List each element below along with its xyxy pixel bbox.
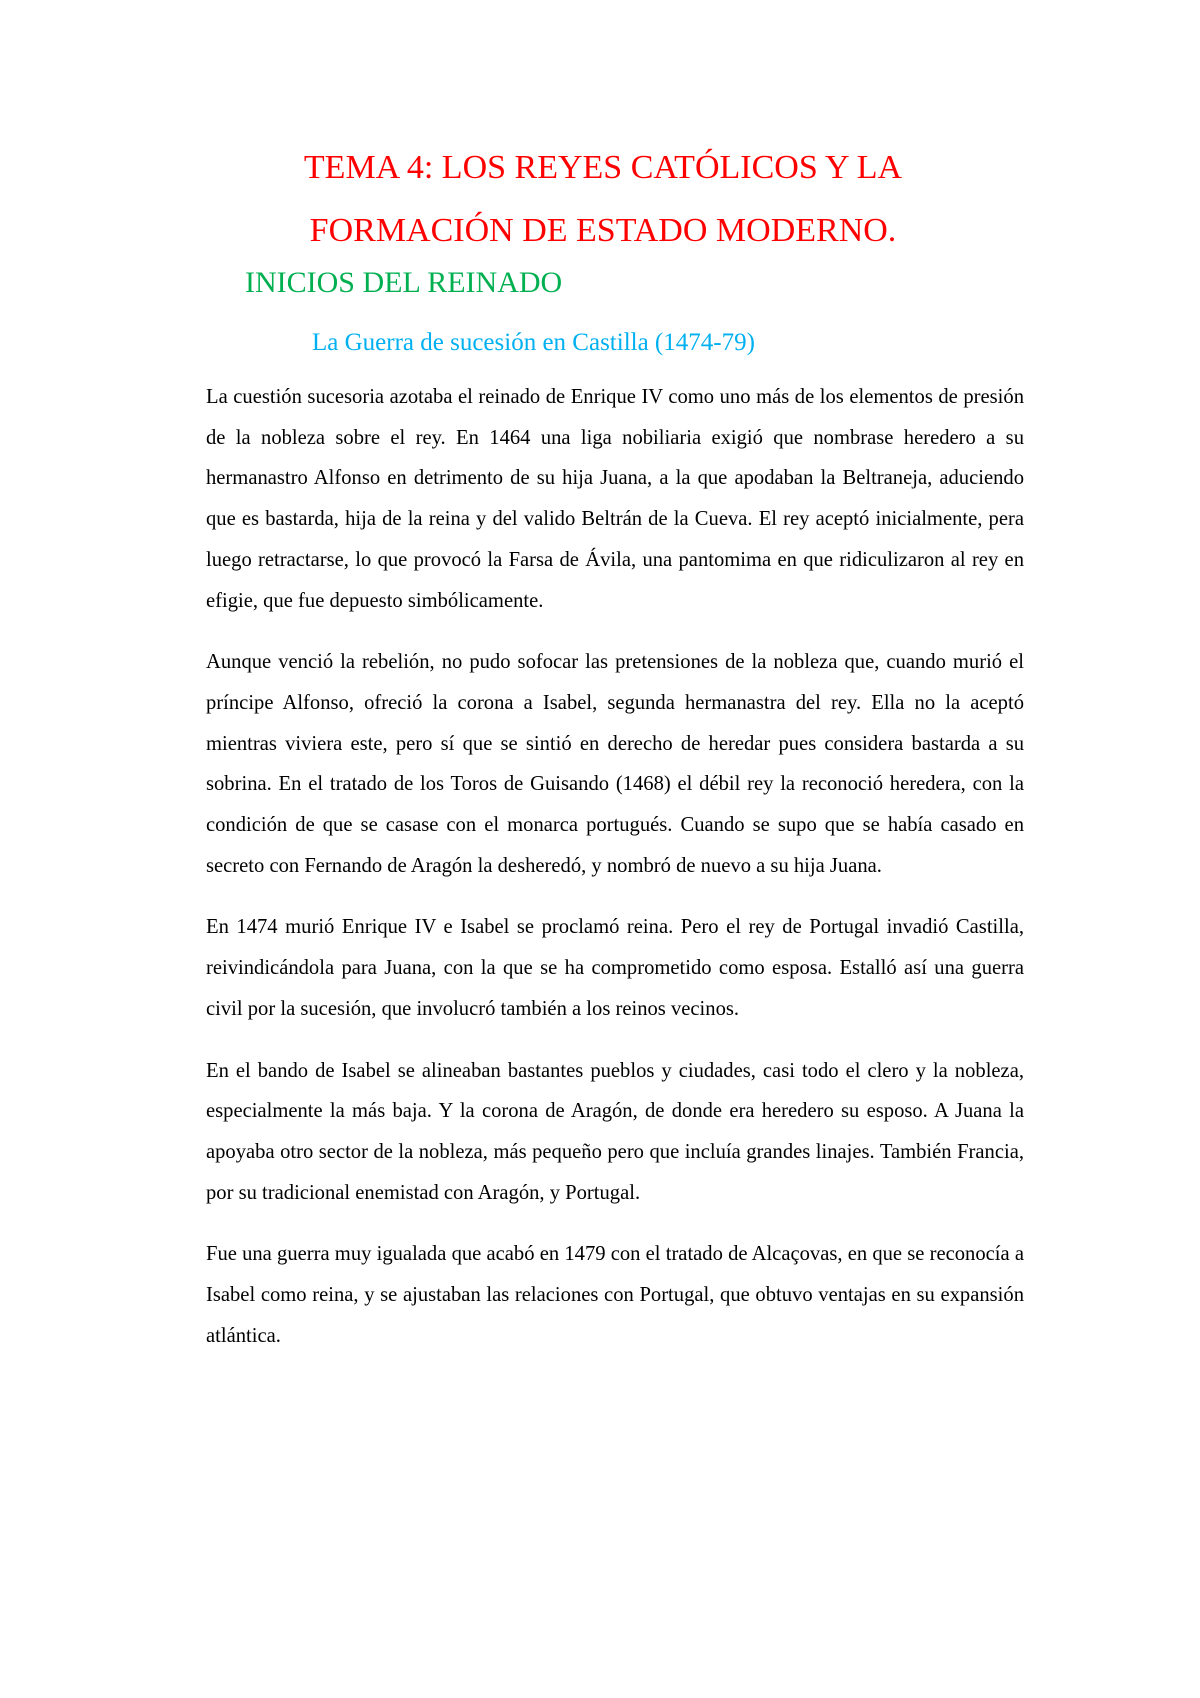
paragraph: Fue una guerra muy igualada que acabó en 1479 con el tratado de Alcaçovas, en que se reconocía a Isabel como reina, y se ajustaban las relaciones con Portugal, que obtuvo ventajas en su expansión atlántica. [206, 1243, 1024, 1347]
document-body [206, 377, 1024, 1377]
paragraph: En el bando de Isabel se alineaban bastantes pueblos y ciudades, casi todo el clero y la nobleza, especialmente la más baja. Y la corona de Aragón, de donde era heredero su esposo. A Juana la apoyaba otro sector de la nobleza, más pequeño pero que incluía grandes linajes. También Francia, por su tradicional enemistad con Aragón, y Portugal. [206, 1059, 1024, 1204]
paragraph: Aunque venció la rebelión, no pudo sofocar las pretensiones de la nobleza que, cuando murió el príncipe Alfonso, ofreció la corona a Isabel, segunda hermanastra del rey. Ella no la aceptó mientras viviera este, pero sí que se sintió en derecho de heredar pues considera bastarda a su sobrina. En el tratado de los Toros de Guisando (1468) el débil rey la reconoció heredera, con la condición de que se casase con el monarca portugués. Cuando se supo que se había casado en secreto con Fernando de Aragón la desheredó, y nombró de nuevo a su hija Juana. [206, 651, 1024, 877]
paragraph: En 1474 murió Enrique IV e Isabel se proclamó reina. Pero el rey de Portugal invadió Castilla, reivindicándola para Juana, con la que se ha comprometido como esposa. Estalló así una guerra civil por la sucesión, que involucró también a los reinos vecinos. [206, 916, 1024, 1020]
subsection-heading: La Guerra de sucesión en Castilla (1474-79) [312, 329, 755, 356]
paragraph: La cuestión sucesoria azotaba el reinado de Enrique IV como uno más de los elementos de presión de la nobleza sobre el rey. En 1464 una liga nobiliaria exigió que nombrase heredero a su hermanastro Alfonso en detrimento de su hija Juana, a la que apodaban la Beltraneja, aduciendo que es bastarda, hija de la reina y del valido Beltrán de la Cueva. El rey aceptó inicialmente, pera luego retractarse, lo que provocó la Farsa de Ávila, una pantomima en que ridiculizaron al rey en efigie, que fue depuesto simbólicamente. [206, 386, 1024, 612]
section-heading: INICIOS DEL REINADO [245, 266, 563, 299]
document-title: TEMA 4: LOS REYES CATÓLICOS Y LA FORMACIÓN DE ESTADO MODERNO. [303, 149, 903, 249]
